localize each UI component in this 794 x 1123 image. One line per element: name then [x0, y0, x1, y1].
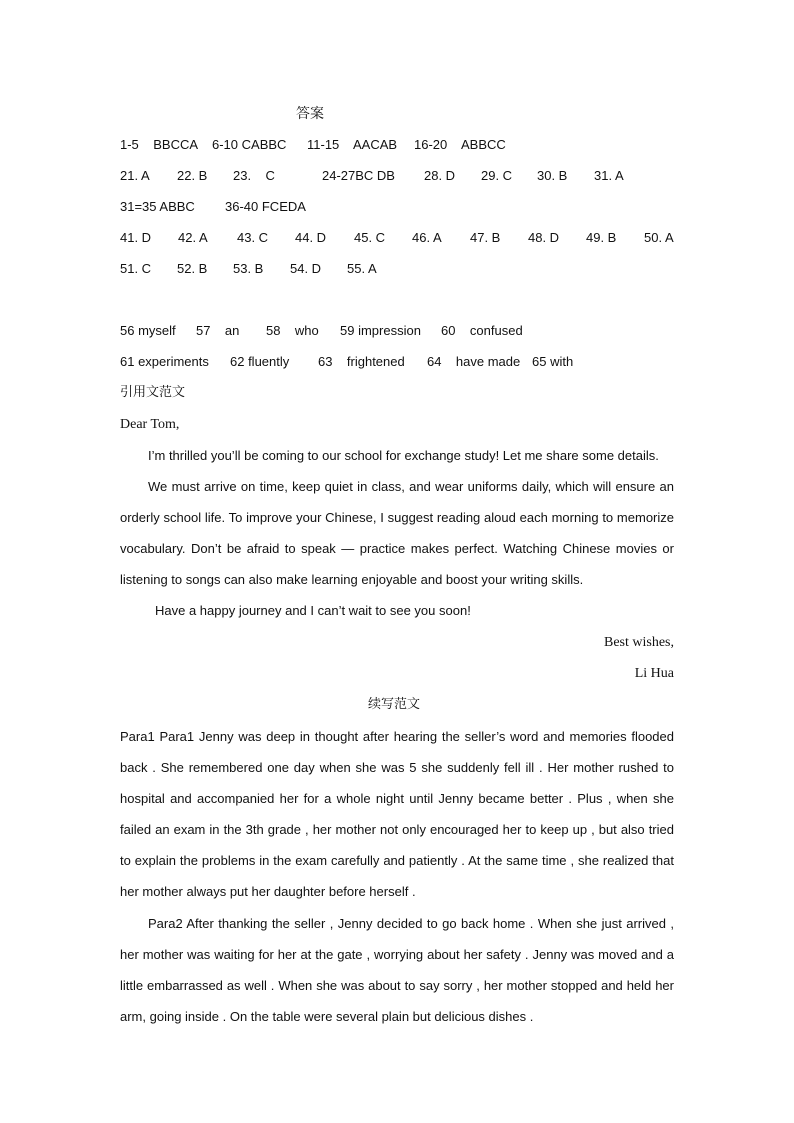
letter-paragraph: We must arrive on time, keep quiet in class, and wear uniforms daily, which will ensure an orderly school life. To improve your Chinese, I suggest reading aloud each morning to memorize vocabulary. Don’t be afraid to speak — practice makes perfect. Watching Chinese movies or listening to songs can also make learning enjoyable and boost your writing skills.: [120, 479, 674, 587]
fill-item: 56 myself: [120, 323, 176, 338]
answer-item: 50. A: [644, 230, 674, 245]
letter-signature: Li Hua: [634, 666, 674, 681]
answer-item: 36-40 FCEDA: [225, 199, 306, 214]
answer-item: 1-5 BBCCA: [120, 137, 199, 152]
answer-item: 55. A: [347, 261, 377, 276]
story-paragraph: Para2 After thanking the seller , Jenny decided to go back home . When she just arrived , her mother was waiting for her at the gate , worrying about her safety . Jenny was moved and a little embarrassed as well . When she was about to say sorry , her mother stopped and held her arm, going inside . On the table were several plain but delicious dishes .: [120, 916, 674, 1024]
fill-item: 57 an: [196, 323, 240, 338]
essay1-heading: 引用文范文: [120, 385, 186, 400]
answer-item: 46. A: [412, 230, 442, 245]
answer-item: 42. A: [178, 230, 208, 245]
answer-item: 48. D: [528, 230, 560, 245]
answer-item: 41. D: [120, 230, 152, 245]
answer-item: 11-15 AACAB: [307, 137, 398, 152]
letter-closing: Best wishes,: [604, 635, 674, 650]
fill-item: 60 confused: [441, 323, 523, 338]
answer-item: 31=35 ABBC: [120, 199, 195, 214]
fill-item: 63 frightened: [318, 354, 405, 369]
answer-item: 21. A: [120, 168, 150, 183]
answer-item: 24-27BC DB: [322, 168, 395, 183]
answer-item: 51. C: [120, 261, 152, 276]
fill-item: 59 impression: [340, 323, 421, 338]
answer-item: 29. C: [481, 168, 513, 183]
answer-item: 30. B: [537, 168, 568, 183]
fill-item: 64 have made: [427, 354, 521, 369]
answer-item: 22. B: [177, 168, 208, 183]
answer-item: 23. C: [233, 168, 275, 183]
fill-item: 65 with: [532, 354, 574, 369]
essay2-heading: 续写范文: [368, 697, 421, 712]
answer-item: 47. B: [470, 230, 501, 245]
letter-paragraph: Have a happy journey and I can’t wait to see you soon!: [155, 603, 471, 618]
answers-title: 答案: [296, 106, 324, 122]
answer-item: 45. C: [354, 230, 386, 245]
answer-item: 31. A: [594, 168, 624, 183]
answer-item: 53. B: [233, 261, 264, 276]
answer-item: 54. D: [290, 261, 322, 276]
letter-salutation: Dear Tom,: [120, 417, 180, 432]
story-paragraph: Para1 Para1 Jenny was deep in thought after hearing the seller’s word and memories flooded back . She remembered one day when she was 5 she suddenly fell ill . Her mother rushed to hospital and accompanied her for a whole night until Jenny became better . Plus , when she failed an exam in the 3th grade , her mother not only encouraged her to keep up , but also tried to explain the problems in the exam carefully and patiently . At the same time , she realized that her mother always put her daughter before herself .: [120, 729, 674, 899]
answer-item: 16-20 ABBCC: [414, 137, 506, 152]
answer-item: 52. B: [177, 261, 208, 276]
answer-item: 49. B: [586, 230, 617, 245]
answer-item: 43. C: [237, 230, 269, 245]
answer-item: 6-10 CABBC: [212, 137, 287, 152]
fill-item: 58 who: [266, 323, 319, 338]
answer-item: 28. D: [424, 168, 456, 183]
fill-item: 61 experiments: [120, 354, 209, 369]
fill-item: 62 fluently: [230, 354, 290, 369]
letter-paragraph: I’m thrilled you’ll be coming to our school for exchange study! Let me share some details.: [148, 448, 659, 463]
answer-item: 44. D: [295, 230, 327, 245]
